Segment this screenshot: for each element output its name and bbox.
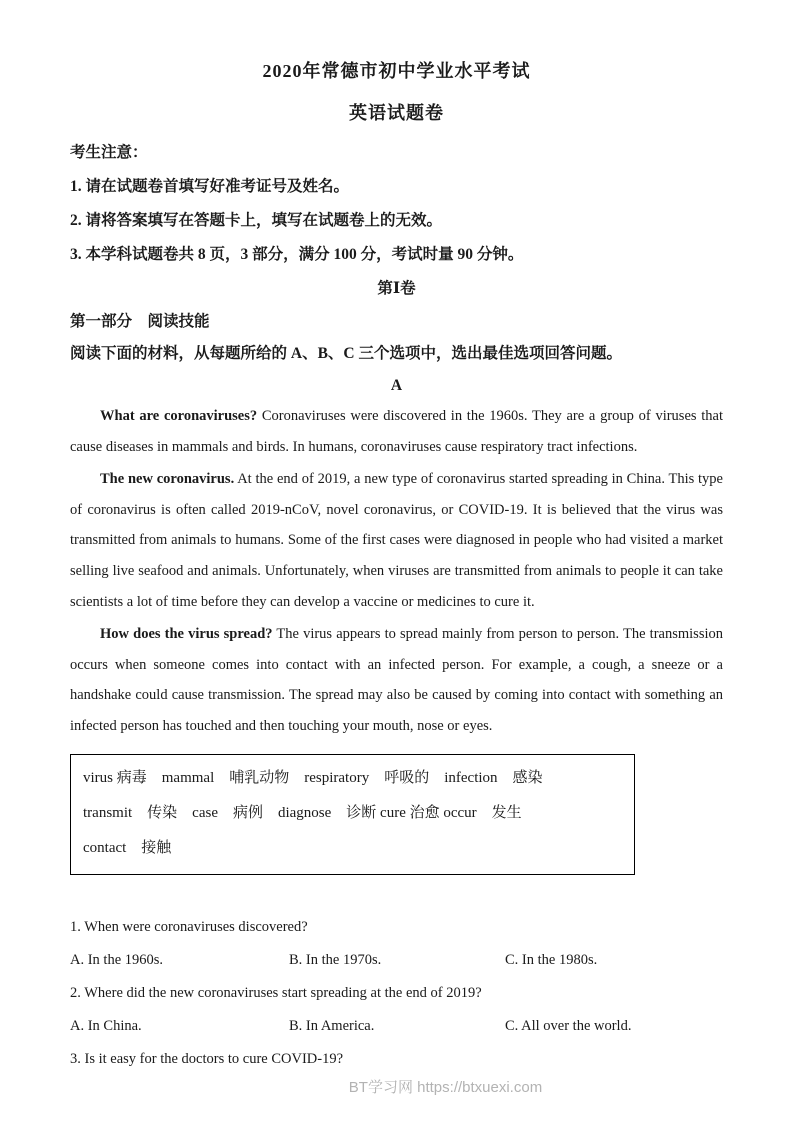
paragraph-1-body: Coronaviruses were discovered in the 1960s. They are a group of viruses that cause diseases in mammals and birds. In humans, coronaviruses cause respiratory tract infections. xyxy=(70,408,723,455)
notice-heading: 考生注意： xyxy=(70,144,148,161)
question-3-text: 3. Is it easy for the doctors to cure COVID-19? xyxy=(70,1050,344,1067)
question-1-option-a: A. In the 1960s. xyxy=(70,951,164,968)
notice-item-1: 1. 请在试题卷首填写好准考证号及姓名。 xyxy=(70,178,350,195)
paragraph-2-lead: The new coronavirus. xyxy=(100,471,235,488)
question-2 xyxy=(70,977,723,1043)
question-2-option-a: A. In China. xyxy=(70,1017,142,1034)
vocab-line-3: contact 接触 xyxy=(83,839,172,856)
notice-item-3: 3. 本学科试题卷共 8 页，3 部分，满分 100 分，考试时量 90 分钟。 xyxy=(70,246,524,263)
questions-section xyxy=(70,911,723,1076)
question-1-option-b: B. In the 1970s. xyxy=(289,951,382,968)
paragraph-1-lead: What are coronaviruses? xyxy=(100,408,258,424)
passage-paragraph-1 xyxy=(70,401,723,462)
exam-title-line1: 2020年常德市初中学业水平考试 xyxy=(262,61,531,81)
question-2-option-b: B. In America. xyxy=(289,1017,375,1034)
passage-a-label: A xyxy=(390,377,403,394)
watermark-footer: BT学习网 https://btxuexi.com xyxy=(348,1079,543,1096)
part-one-title: 第一部分 阅读技能 xyxy=(70,313,210,330)
paragraph-3-lead: How does the virus spread? xyxy=(100,626,273,643)
question-1-text: 1. When were coronaviruses discovered? xyxy=(70,918,308,935)
vocab-line-2: transmit 传染 case 病例 diagnose 诊断 cure 治愈 occur 发生 xyxy=(83,804,522,821)
paragraph-3-body: The virus appears to spread mainly from person to person. The transmission occurs when someone comes into contact with an infected person. For example, a cough, a sneeze or a handshake could cause transmission. The spread may also be caused by coming into contact with something an infected person has touched and then touching your mouth, nose or eyes. xyxy=(70,626,723,734)
paragraph-2-body: At the end of 2019, a new type of coronavirus started spreading in China. This type of coronavirus is often called 2019-nCoV, novel coronavirus, or COVID-19. It is believed that the virus was transmitted from animals to humans. Some of the first cases were diagnosed in people who had visited a market selling live seafood and animals. Unfortunately, when viruses are transmitted from animals to people it can take scientists a lot of time before they can develop a vaccine or medicines to cure it. xyxy=(70,471,723,610)
question-2-options xyxy=(70,1010,723,1043)
passage-paragraph-2 xyxy=(70,464,723,617)
volume-header: 第Ⅰ卷 xyxy=(377,280,416,297)
question-3 xyxy=(70,1043,723,1076)
question-1-options xyxy=(70,944,723,977)
vocab-line-1: virus 病毒 mammal 哺乳动物 respiratory 呼吸的 infection 感染 xyxy=(83,769,543,786)
notice-item-2: 2. 请将答案填写在答题卡上，填写在试题卷上的无效。 xyxy=(70,212,443,229)
reading-passage xyxy=(70,401,723,742)
section-instructions: 阅读下面的材料，从每题所给的 A、B、C 三个选项中，选出最佳选项回答问题。 xyxy=(70,345,622,362)
passage-paragraph-3 xyxy=(70,619,723,741)
candidate-notice-section xyxy=(70,136,723,272)
question-2-text: 2. Where did the new coronaviruses start spreading at the end of 2019? xyxy=(70,984,482,1001)
question-1-option-c: C. In the 1980s. xyxy=(505,951,598,968)
vocabulary-box xyxy=(70,754,635,875)
question-2-option-c: C. All over the world. xyxy=(505,1017,632,1034)
question-1 xyxy=(70,911,723,977)
exam-title-line2: 英语试题卷 xyxy=(349,103,444,123)
